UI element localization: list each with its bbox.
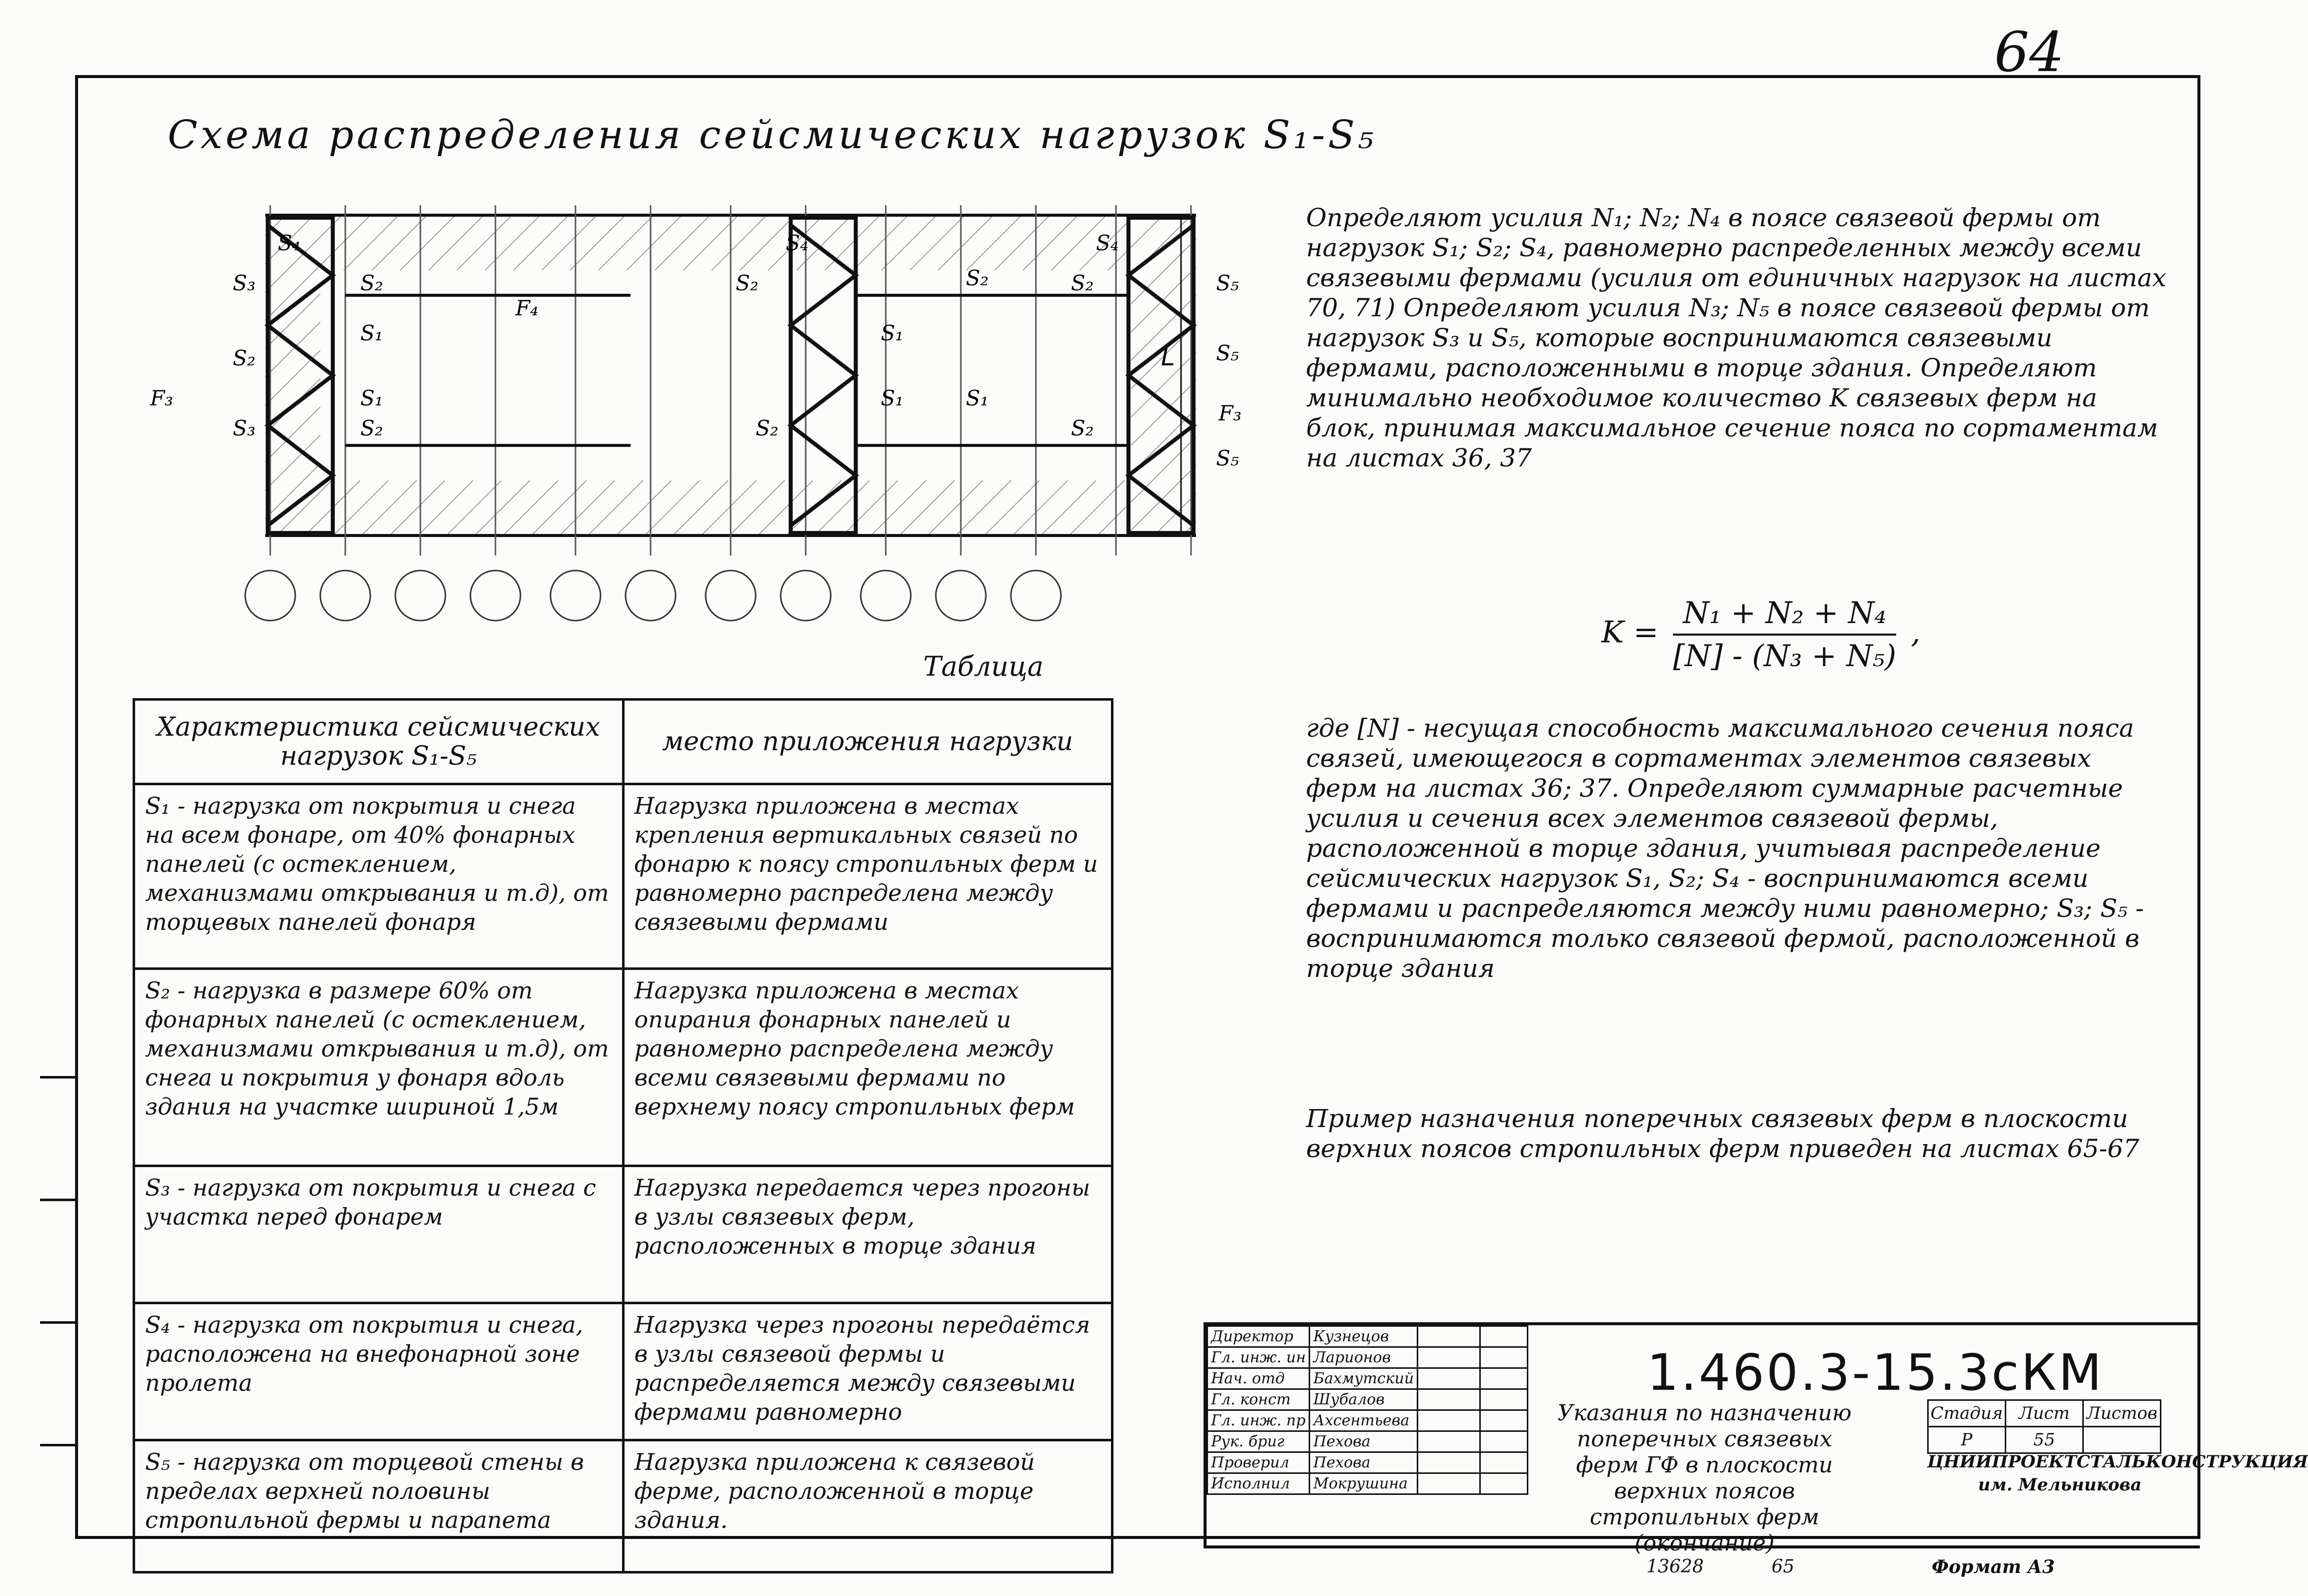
- sheet-description: Указания по назначению поперечных связевых ферм ГФ в плоскости верхних поясов стропильных ферм (окончание): [1557, 1400, 1852, 1556]
- sheets-header: Листов: [2083, 1400, 2161, 1427]
- svg-text:S₁: S₁: [360, 386, 383, 410]
- meta-value-row: [1928, 1427, 2161, 1453]
- svg-text:S₂: S₂: [966, 266, 989, 290]
- signature-cell: [1418, 1473, 1480, 1494]
- table-row: [134, 1303, 1112, 1440]
- signer-name: Мокрушина: [1310, 1473, 1418, 1494]
- definitions-paragraph: где [N] - несущая способность максимального сечения пояса связей, имеющегося в сортаментах элементов связевых ферм на листах 36; 37. Определяют суммарные расчетные усилия и сечения всех элементов связевой фермы, расположенной в торце здания, учитывая распределение сейсмических нагрузок S₁, S₂; S₄ - воспринимаются всеми фермами и распределяются между ними равномерно; S₃; S₅ - воспринимаются только связевой фермой, расположенной в торце здания: [1306, 714, 2144, 983]
- svg-text:S₁: S₁: [966, 386, 989, 410]
- meta-header-row: [1928, 1400, 2161, 1427]
- signer-row: [1208, 1473, 1528, 1494]
- signature-cell: [1418, 1347, 1480, 1368]
- signature-cell: [1418, 1326, 1480, 1347]
- table-cell: S₂ - нагрузка в размере 60% от фонарных панелей (с остеклением, механизмами открывания и т.д), от снега и покрытия у фонаря вдоль здания на участке шириной 1,5м: [134, 969, 624, 1166]
- signature-cell: [1418, 1389, 1480, 1410]
- margin-tick: [40, 1321, 78, 1324]
- signer-row: [1208, 1410, 1528, 1431]
- diagram-title: Схема распределения сейсмических нагрузок S₁-S₅: [168, 113, 1377, 158]
- stage-value: Р: [1928, 1427, 2006, 1453]
- signer-row: [1208, 1389, 1528, 1410]
- inventory-number: 13628: [1646, 1556, 1704, 1577]
- svg-text:S₂: S₂: [233, 346, 256, 370]
- svg-text:F₃: F₃: [1219, 401, 1242, 425]
- date-cell: [1480, 1452, 1528, 1473]
- table-row: [134, 1440, 1112, 1572]
- svg-text:S₁: S₁: [881, 321, 904, 345]
- organization-name: ЦНИИПРОЕКТСТАЛЬКОНСТРУКЦИЯ им. Мельникова: [1927, 1452, 2308, 1495]
- svg-text:S₂: S₂: [736, 271, 759, 295]
- table-cell: Нагрузка передается через прогоны в узлы связевых ферм, расположенных в торце здания: [623, 1166, 1112, 1303]
- svg-text:S₂: S₂: [756, 416, 779, 440]
- signer-name: Шубалов: [1310, 1389, 1418, 1410]
- example-paragraph: Пример назначения поперечных связевых ферм в плоскости верхних поясов стропильных ферм приведен на листах 65-67: [1306, 1104, 2139, 1163]
- table-row: [134, 1166, 1112, 1303]
- svg-text:S₂: S₂: [1071, 271, 1094, 295]
- seismic-load-diagram: [135, 195, 1242, 646]
- sheets-value: [2083, 1427, 2161, 1453]
- formula: [1601, 596, 1920, 674]
- signer-role: Рук. бриг: [1208, 1431, 1310, 1452]
- paper-format: Формат А3: [1932, 1556, 2055, 1577]
- table-header-row: [134, 700, 1112, 784]
- footer-number: 65: [1772, 1556, 1795, 1577]
- signer-role: Исполнил: [1208, 1473, 1310, 1494]
- signer-role: Нач. отд: [1208, 1368, 1310, 1389]
- signer-name: Бахмутский: [1310, 1368, 1418, 1389]
- date-cell: [1480, 1410, 1528, 1431]
- signature-cell: [1418, 1431, 1480, 1452]
- margin-tick: [40, 1199, 78, 1201]
- date-cell: [1480, 1389, 1528, 1410]
- formula-lhs: K =: [1601, 615, 1659, 650]
- svg-text:S₂: S₂: [360, 271, 383, 295]
- table-cell: S₃ - нагрузка от покрытия и снега с участка перед фонарем: [134, 1166, 624, 1303]
- table-cell: Нагрузка приложена в местах опирания фонарных панелей и равномерно распределена между всеми связевыми фермами по верхнему поясу стропильных ферм: [623, 969, 1112, 1166]
- table-header: место приложения нагрузки: [623, 700, 1112, 784]
- table-row: [134, 784, 1112, 969]
- svg-text:S₅: S₅: [1216, 341, 1239, 365]
- signer-name: Кузнецов: [1310, 1326, 1418, 1347]
- signature-cell: [1418, 1368, 1480, 1389]
- margin-tick: [40, 1444, 78, 1446]
- sheet-header: Лист: [2006, 1400, 2083, 1427]
- date-cell: [1480, 1431, 1528, 1452]
- svg-text:S₃: S₃: [233, 271, 256, 295]
- svg-text:F₃: F₃: [150, 386, 173, 410]
- title-block: [1204, 1322, 2308, 1556]
- svg-text:S₅: S₅: [1216, 271, 1239, 295]
- signer-row: [1208, 1347, 1528, 1368]
- date-cell: [1480, 1326, 1528, 1347]
- signature-cell: [1418, 1452, 1480, 1473]
- table-caption: Таблица: [923, 651, 1044, 682]
- date-cell: [1480, 1347, 1528, 1368]
- table-cell: S₁ - нагрузка от покрытия и снега на всем фонаре, от 40% фонарных панелей (с остеклением, механизмами открывания и т.д), от торцевых панелей фонаря: [134, 784, 624, 969]
- svg-text:S₄: S₄: [278, 231, 301, 255]
- signer-role: Директор: [1208, 1326, 1310, 1347]
- stage-header: Стадия: [1928, 1400, 2006, 1427]
- table-header: Характеристика сейсмических нагрузок S₁-S₅: [134, 700, 624, 784]
- date-cell: [1480, 1368, 1528, 1389]
- table-cell: Нагрузка приложена к связевой ферме, расположенной в торце здания.: [623, 1440, 1112, 1572]
- signer-row: [1208, 1431, 1528, 1452]
- table-cell: Нагрузка через прогоны передаётся в узлы связевой фермы и распределяется между связевыми фермами равномерно: [623, 1303, 1112, 1440]
- page-number: 64: [1994, 20, 2064, 84]
- table-cell: S₅ - нагрузка от торцевой стены в пределах верхней половины стропильной фермы и парапета: [134, 1440, 624, 1572]
- sheet-value: 55: [2006, 1427, 2083, 1453]
- formula-denominator: [N] - (N₃ + N₅): [1673, 639, 1897, 674]
- svg-text:F₄: F₄: [515, 296, 538, 320]
- signer-role: Гл. инж. пр: [1208, 1410, 1310, 1431]
- svg-text:S₁: S₁: [360, 321, 383, 345]
- formula-fraction: [1673, 596, 1896, 674]
- signer-role: Гл. конст: [1208, 1389, 1310, 1410]
- signer-name: Пехова: [1310, 1431, 1418, 1452]
- formula-numerator: N₁ + N₂ + N₄: [1673, 596, 1896, 636]
- signer-row: [1208, 1452, 1528, 1473]
- instructions-paragraph: Определяют усилия N₁; N₂; N₄ в поясе связевой фермы от нагрузок S₁; S₂; S₄, равномерно распределенных между всеми связевыми фермами (усилия от единичных нагрузок на листах 70, 71) Определяют усилия N₃; N₅ в поясе связевой фермы от нагрузок S₃ и S₅, которые воспринимаются связевыми фермами, расположенными в торце здания. Определяют минимально необходимое количество K связевых ферм на блок, принимая максимальное сечение пояса по сортаментам на листах 36, 37: [1306, 203, 2166, 472]
- svg-text:S₂: S₂: [360, 416, 383, 440]
- svg-text:S₅: S₅: [1216, 446, 1239, 470]
- signer-name: Ларионов: [1310, 1347, 1418, 1368]
- signatures-table: [1207, 1325, 1528, 1495]
- signer-name: Пехова: [1310, 1452, 1418, 1473]
- document-code: 1.460.3-15.3сКМ: [1647, 1343, 2104, 1402]
- svg-text:S₂: S₂: [1071, 416, 1094, 440]
- table-cell: Нагрузка приложена в местах крепления вертикальных связей по фонарю к поясу стропильных ферм и равномерно распределена между связевыми фермами: [623, 784, 1112, 969]
- signer-role: Проверил: [1208, 1452, 1310, 1473]
- table-cell: S₄ - нагрузка от покрытия и снега, расположена на внефонарной зоне пролета: [134, 1303, 624, 1440]
- signer-role: Гл. инж. ин: [1208, 1347, 1310, 1368]
- svg-text:S₄: S₄: [1096, 231, 1119, 255]
- signer-row: [1208, 1368, 1528, 1389]
- margin-tick: [40, 1076, 78, 1079]
- table-row: [134, 969, 1112, 1166]
- formula-tail: ,: [1911, 615, 1921, 650]
- signer-name: Ахсентьева: [1310, 1410, 1418, 1431]
- svg-text:S₃: S₃: [233, 416, 256, 440]
- loads-table: [133, 698, 1113, 1573]
- svg-text:L: L: [1161, 342, 1175, 371]
- svg-text:S₄: S₄: [786, 231, 809, 255]
- date-cell: [1480, 1473, 1528, 1494]
- signer-row: [1208, 1326, 1528, 1347]
- svg-text:S₁: S₁: [881, 386, 904, 410]
- sheet-meta-table: [1927, 1399, 2161, 1454]
- signature-cell: [1418, 1410, 1480, 1431]
